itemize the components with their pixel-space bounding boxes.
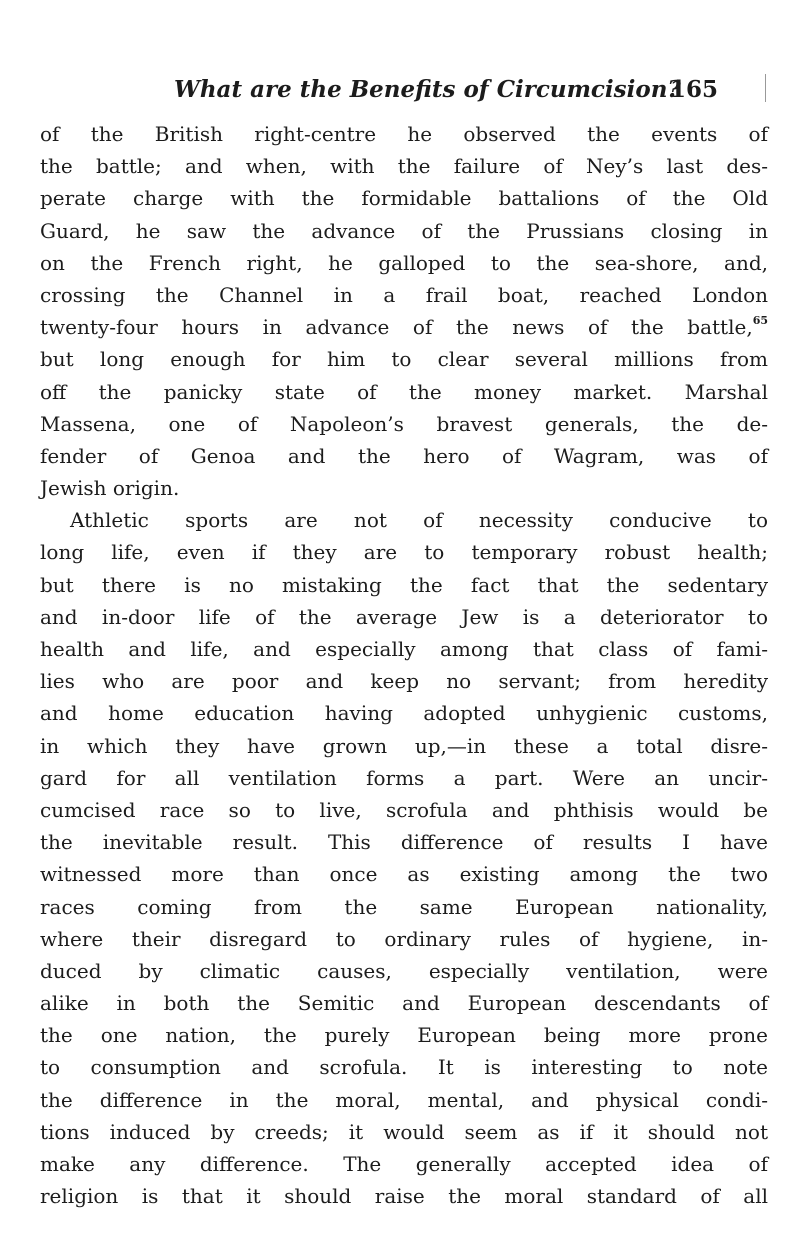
text-line: and home education having adopted unhygienic customs, <box>40 701 768 726</box>
text-line: Guard, he saw the advance of the Prussians closing in <box>40 218 768 243</box>
text-line: witnessed more than once as existing among the two <box>40 862 768 887</box>
text-line: perate charge with the formidable battalions of the Old <box>40 186 768 211</box>
text-line: tions induced by creeds; it would seem as if it should not <box>40 1119 768 1144</box>
text-line: of the British right-centre he observed the events of <box>40 122 768 146</box>
paragraph-start-line: Athletic sports are not of necessity conducive to <box>70 508 768 533</box>
text-line: in which they have grown up,—in these a total disre- <box>40 733 768 758</box>
text-line: alike in both the Semitic and European descendants of <box>40 991 768 1016</box>
text-line: cumcised race so to live, scrofula and phthisis would be <box>40 797 768 822</box>
text-line: and in-door life of the average Jew is a deteriorator to <box>40 604 768 629</box>
text-line: Massena, one of Napoleon’s bravest generals, the de- <box>40 411 768 436</box>
text-line: to consumption and scrofula. It is interesting to note <box>40 1055 768 1080</box>
running-head <box>160 70 780 110</box>
text-line: health and life, and especially among that class of fami- <box>40 637 768 661</box>
text-line: the one nation, the purely European being more prone <box>40 1023 768 1048</box>
text-line: on the French right, he galloped to the sea-shore, and, <box>40 250 768 275</box>
text-line: duced by climatic causes, especially ventilation, were <box>40 958 768 983</box>
text-line: races coming from the same European nationality, <box>40 894 768 919</box>
footnote-reference[interactable]: 65 <box>752 314 768 328</box>
text-line: make any difference. The generally accepted idea of <box>40 1152 768 1176</box>
text-line: crossing the Channel in a frail boat, reached London <box>40 282 768 307</box>
body-text <box>40 118 768 1212</box>
text-line: off the panicky state of the money market. Marshal <box>40 379 768 404</box>
text-line: gard for all ventilation forms a part. Were an uncir- <box>40 765 768 790</box>
text-line: the inevitable result. This difference of results I have <box>40 830 768 855</box>
paragraph-end-line: Jewish origin. <box>40 476 180 501</box>
text-line: the battle; and when, with the failure of Ney’s last des- <box>40 154 768 179</box>
text-line-with-footnote <box>40 311 768 343</box>
text-line: the difference in the moral, mental, and physical condi- <box>40 1087 768 1112</box>
text-line: but there is no mistaking the fact that the sedentary <box>40 572 768 597</box>
text-line: long life, even if they are to temporary robust health; <box>40 540 768 565</box>
text-line: lies who are poor and keep no servant; from heredity <box>40 669 768 694</box>
text-line: where their disregard to ordinary rules of hygiene, in- <box>40 926 768 951</box>
text-line: but long enough for him to clear several millions from <box>40 347 768 372</box>
running-title: What are the Benefits of Circumcision? <box>174 76 681 103</box>
page-edge-rule <box>765 74 766 102</box>
text-line: fender of Genoa and the hero of Wagram, was of <box>40 443 768 468</box>
text-line: religion is that it should raise the moral standard of all <box>40 1184 768 1209</box>
page-number: 165 <box>670 76 719 103</box>
text-line: twenty-four hours in advance of the news of the battle, <box>40 315 753 340</box>
